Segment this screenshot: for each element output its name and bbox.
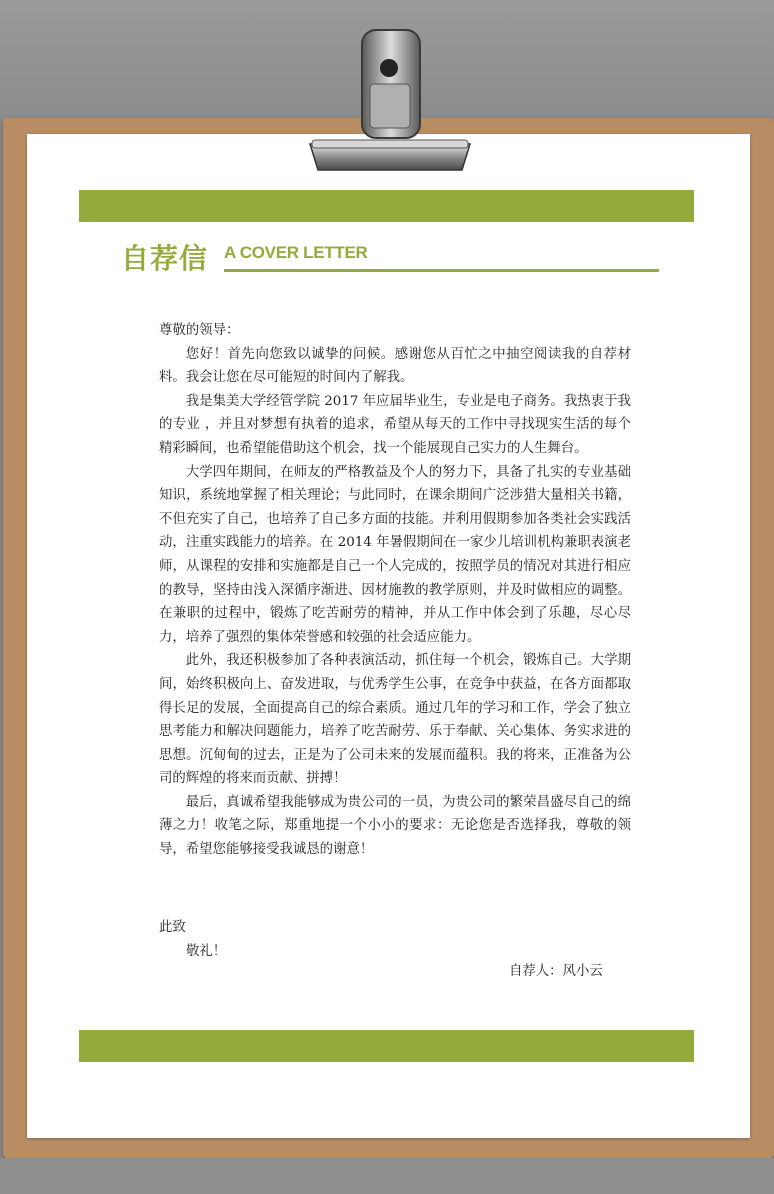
background-floor — [0, 1158, 774, 1194]
header-green-band — [79, 190, 694, 222]
closing-li: 敬礼！ — [186, 944, 227, 959]
salutation: 尊敬的领导： — [159, 323, 240, 338]
letter-body — [159, 319, 631, 862]
binder-clip-icon — [300, 24, 480, 184]
title-english: A COVER LETTER — [224, 243, 368, 262]
signature: 自荐人：风小云 — [509, 964, 603, 979]
paragraph: 最后，真诚希望我能够成为贵公司的一员，为贵公司的繁荣昌盛尽自己的绵薄之力！收笔之际，郑重地提一个小小的要求：无论您是否选择我，尊敬的领导，希望您能够接受我诚恳的谢意！ — [159, 794, 631, 858]
paragraph: 大学四年期间，在师友的严格教益及个人的努力下，具备了扎实的专业基础知识，系统地掌握了相关理论；与此同时，在课余期间广泛涉猎大量相关书籍，不但充实了自己，也培养了自己多方面的技能。并利用假期参加各类社会实践活动，注重实践能力的培养。在 2014 年暑假期间在一家少儿培训机构兼职表演老师，从课程的安排和实施都是自己一个人完成的，按照学员的情况对其进行相应的教导，坚持由浅入深循序渐进、因材施教的教学原则，并及时做相应的调整。在兼职的过程中，锻炼了吃苦耐劳的精神，并从工作中体会到了乐趣，尽心尽力，培养了强烈的集体荣誉感和较强的社会适应能力。 — [159, 464, 631, 645]
closing-zhi: 此致 — [159, 920, 186, 935]
title-chinese: 自荐信 — [121, 242, 209, 275]
footer-green-band — [79, 1030, 694, 1062]
paragraph: 我是集美大学经管学院 2017 年应届毕业生，专业是电子商务。我热衷于我的专业 ，并且对梦想有执着的追求，希望从每天的工作中寻找现实生活的每个精彩瞬间，也希望能借助这个机会，找一个能展现自己实力的人生舞台。 — [159, 393, 631, 456]
paragraph: 您好！首先向您致以诚挚的问候。感谢您从百忙之中抽空阅读我的自荐材料。我会让您在尽可能短的时间内了解我。 — [159, 346, 631, 386]
title-underline — [224, 269, 659, 272]
paragraph: 此外，我还积极参加了各种表演活动，抓住每一个机会，锻炼自己。大学期间，始终积极向上、奋发进取，与优秀学生公事，在竞争中获益，在各方面都取得长足的发展，全面提高自己的综合素质。通过几年的学习和工作，学会了独立思考能力和解决问题能力，培养了吃苦耐劳、乐于奉献、关心集体、务实求进的思想。沉甸甸的过去，正是为了公司未来的发展而蕴积。我的将来，正准备为公司的辉煌的将来而贡献、拼搏！ — [159, 653, 631, 787]
